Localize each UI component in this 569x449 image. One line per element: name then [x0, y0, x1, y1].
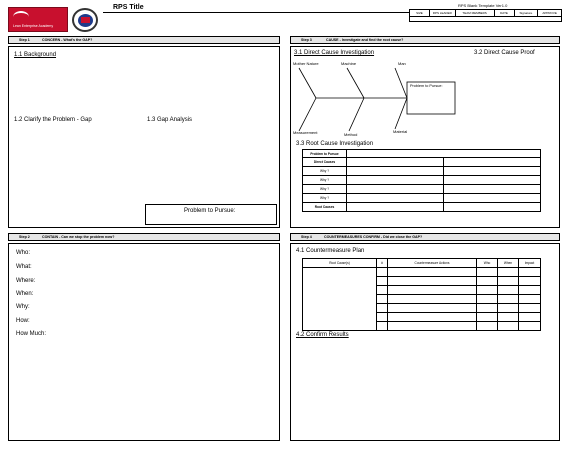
- confirm-results-label: 4.2 Confirm Results: [296, 332, 349, 338]
- step2-title: CONTAIN - Can we stop the problem now?: [42, 235, 115, 239]
- step3-header: [290, 36, 560, 44]
- col-actions: Countermeasure Actions: [388, 259, 477, 268]
- logo-text: Lean Enterprise Academy: [13, 24, 54, 28]
- root-cause-table: [302, 149, 541, 212]
- step4-title: COUNTERMEASURES CONFIRM - Did we close the GAP?: [324, 235, 423, 239]
- why-field: Why:: [16, 304, 30, 310]
- col-number: #: [377, 259, 388, 268]
- col-signature: Signature: [515, 10, 539, 16]
- col-size: SIZE: [410, 10, 430, 16]
- row-why: Why ?: [303, 194, 347, 203]
- row-problem: Problem to Pursue: [303, 150, 347, 158]
- step3-number: Step 3: [301, 38, 312, 42]
- step4-header: [290, 233, 560, 241]
- title-underline: [103, 12, 409, 13]
- fishbone-measurement: Measurement: [293, 130, 318, 135]
- col-team: TEAM MEMBERS: [456, 10, 495, 16]
- gap-analysis-label: 1.3 Gap Analysis: [147, 117, 193, 123]
- step1-panel[interactable]: [8, 46, 280, 228]
- when-field: When:: [16, 291, 34, 297]
- fishbone-method: Method: [344, 132, 358, 137]
- root-cause-label: 3.3 Root Cause Investigation: [296, 141, 374, 147]
- step3-title: CAUSE - Investigate and find the root cause?: [326, 38, 404, 42]
- fishbone-problem-label: Problem to Pursue:: [410, 84, 443, 88]
- col-approve: APPROVE: [542, 11, 557, 15]
- row-why: Why ?: [303, 167, 347, 176]
- step4-number: Step 4: [301, 235, 312, 239]
- clarify-label: 1.2 Clarify the Problem - Gap: [14, 117, 92, 123]
- step2-header: [8, 233, 280, 241]
- step2-panel[interactable]: [8, 243, 280, 441]
- problem-to-pursue-label: Problem to Pursue:: [184, 208, 236, 214]
- fishbone-man: Man: [398, 61, 406, 66]
- problem-to-pursue-box[interactable]: [145, 204, 277, 225]
- fishbone-material: Material: [393, 129, 408, 134]
- step1-title: CONCERN - What's the GAP?: [42, 38, 93, 42]
- fishbone-mother-nature: Mother Nature: [293, 61, 319, 66]
- countermeasure-table: [302, 258, 541, 331]
- row-direct: Direct Causes: [303, 158, 347, 167]
- signoff-strip: [409, 9, 562, 17]
- who-field: Who:: [16, 250, 31, 256]
- step2-number: Step 2: [19, 235, 30, 239]
- template-version: RPS Blank Template Ver1.0: [458, 3, 508, 8]
- how-much-field: How Much:: [16, 331, 47, 337]
- direct-cause-label: 3.1 Direct Cause Investigation: [294, 50, 375, 56]
- fishbone-machine: Machine: [341, 61, 357, 66]
- what-field: What:: [16, 264, 32, 270]
- direct-cause-proof-label: 3.2 Direct Cause Proof: [474, 50, 535, 56]
- col-who: Who: [477, 259, 498, 268]
- how-field: How:: [16, 318, 30, 324]
- where-field: Where:: [16, 278, 36, 284]
- row-root: Root Causes: [303, 203, 347, 212]
- background-label: 1.1 Background: [14, 52, 57, 58]
- col-leader: RPS LEADER: [430, 10, 456, 16]
- step3-panel[interactable]: [290, 46, 560, 228]
- col-impact: Impact: [519, 259, 541, 268]
- logo-swoosh-icon: [13, 11, 29, 23]
- seal-icon: [72, 8, 98, 32]
- page-title: RPS Title: [113, 4, 144, 11]
- countermeasure-plan-label: 4.1 Countermeasure Plan: [296, 248, 365, 254]
- col-root-causes: Root Cause(s): [303, 259, 377, 268]
- step1-header: [8, 36, 280, 44]
- col-date: DATE: [495, 10, 515, 16]
- fishbone-diagram: [291, 47, 561, 143]
- company-logo: [8, 7, 68, 32]
- step1-number: Step 1: [19, 38, 30, 42]
- step4-panel[interactable]: [290, 243, 560, 441]
- row-why: Why ?: [303, 176, 347, 185]
- row-why: Why ?: [303, 185, 347, 194]
- col-when: When: [498, 259, 519, 268]
